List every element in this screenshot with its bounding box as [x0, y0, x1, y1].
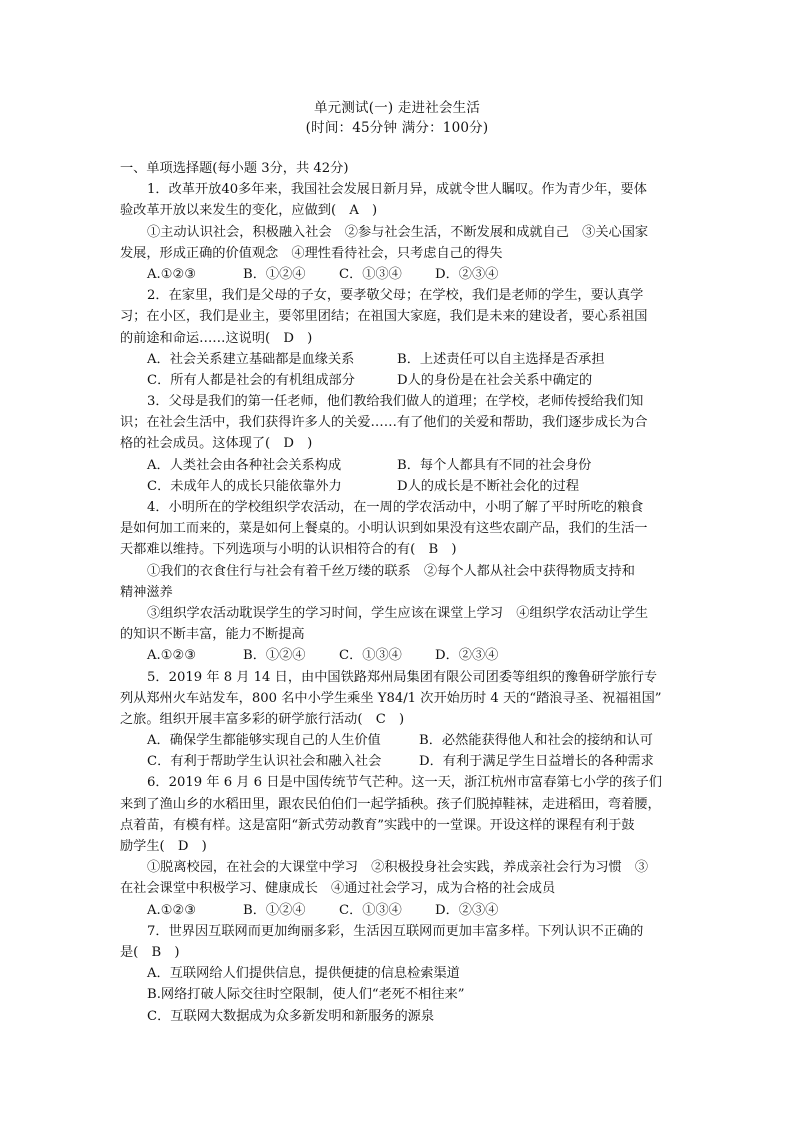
option-c: C．①③④ [339, 648, 402, 664]
question-6-line-6: 在社会课堂中积极学习、健康成长 ④通过社会学习，成为合格的社会成员 [120, 881, 556, 897]
option-a: A．人类社会由各种社会关系构成 [147, 457, 342, 473]
question-1-line-4: 发展，形成正确的价值观念 ④理性看待社会，只考虑自己的得失 [120, 245, 503, 261]
option-a: A.①②③ [147, 902, 197, 918]
option-a: A.①②③ [147, 648, 197, 664]
option-d: D．②③④ [435, 902, 499, 918]
question-3-line-2: 识；在社会生活中，我们获得许多人的关爱……有了他们的关爱和帮助，我们逐步成长为合 [120, 415, 648, 431]
option-b: B．①②④ [243, 648, 306, 664]
question-2-options-ab [120, 349, 676, 370]
question-6-line-4: 励学生( D ) [120, 839, 207, 854]
question-1-line-3: ①主动认识社会，积极融入社会 ②参与社会生活，不断发展和成就自己 ③关心国家 [147, 224, 649, 240]
option-d: D．②③④ [435, 648, 499, 664]
option-c: C．①③④ [339, 266, 402, 282]
question-7-line-2: 是( B ) [120, 944, 180, 960]
option-c: C．未成年人的成长只能依靠外力 [147, 478, 342, 494]
question-3-line-3: 格的社会成员。这体现了( D ) [120, 436, 313, 452]
question-6-line-3: 点着苗，有模有样。这是富阳“新式劳动教育”实践中的一堂课。开设这样的课程有利于鼓 [120, 817, 635, 833]
question-2-options-cd [120, 370, 676, 391]
option-b: B．每个人都具有不同的社会身份 [397, 457, 592, 473]
question-3-options-ab [120, 455, 676, 476]
question-7-option-a: A．互联网给人们提供信息，提供便捷的信息检索渠道 [147, 966, 460, 982]
option-a: A．确保学生都能够实现自己的人生价值 [147, 733, 381, 749]
question-3-line-1: 3．父母是我们的第一任老师，他们教给我们做人的道理；在学校，老师传授给我们知 [147, 394, 644, 410]
question-4-line-3: 天都难以维持。下列选项与小明的认识相符合的有( B ) [120, 542, 457, 558]
question-4-line-6: ③组织学农活动耽误学生的学习时间，学生应该在课堂上学习 ④组织学农活动让学生 [147, 605, 649, 621]
question-4-line-5: 精神滋养 [120, 584, 173, 600]
question-6-line-2: 来到了渔山乡的水稻田里，跟农民伯伯们一起学插秧。孩子们脱掉鞋袜，走进稻田，弯着腰， [120, 796, 661, 812]
option-a: A．社会关系建立基础都是血缘关系 [147, 351, 355, 367]
page-title: 单元测试(一) 走进社会生活 [313, 100, 481, 116]
question-4-line-7: 的知识不断丰富，能力不断提高 [120, 627, 305, 643]
question-5-line-1: 5．2019 年 8 月 14 日，由中国铁路郑州局集团有限公司团委等组织的豫鲁研学旅行专 [147, 669, 658, 685]
question-3-options-cd [120, 476, 676, 497]
option-a: A.①②③ [147, 266, 197, 282]
option-d: D．②③④ [435, 266, 499, 282]
question-6-line-5: ①脱离校园，在社会的大课堂中学习 ②积极投身社会实践，养成亲社会行为习惯 ③ [147, 860, 649, 876]
option-b: B．①②④ [243, 266, 306, 282]
question-1-options [120, 264, 676, 285]
question-1-line-1: 1．改革开放40多年来，我国社会发展日新月异，成就令世人瞩叹。作为青少年，要体 [147, 182, 647, 198]
page-subtitle: (时间：45分钟 满分：100分) [305, 120, 489, 136]
option-c: C．所有人都是社会的有机组成部分 [147, 372, 355, 388]
option-d: D人的成长是不断社会化的过程 [397, 478, 580, 494]
option-c: C．有利于帮助学生认识社会和融入社会 [147, 754, 382, 770]
option-c: C．①③④ [339, 902, 402, 918]
question-4-line-1: 4．小明所在的学校组织学农活动，在一周的学农活动中，小明了解了平时所吃的粮食 [147, 500, 644, 515]
option-d: D．有利于满足学生日益增长的各种需求 [419, 754, 654, 770]
question-5-line-3: 之旅。组织开展丰富多彩的研学旅行活动( C ) [120, 711, 405, 727]
question-5-line-2: 列从郑州火车站发车，800 名中小学生乘坐 Y84/1 次开始历时 4 天的“踏浪寻圣、祝福祖国” [120, 690, 662, 706]
question-content [120, 158, 676, 1027]
option-b: B．上述责任可以自主选择是否承担 [397, 351, 605, 367]
question-2-line-2: 习；在小区，我们是业主，要邻里团结；在祖国大家庭，我们是未来的建设者，要心系祖国 [120, 309, 648, 325]
question-5-options-ab [120, 730, 676, 751]
question-7-line-1: 7．世界因互联网而更加绚丽多彩，生活因互联网而更加丰富多样。下列认识不正确的 [147, 923, 644, 939]
question-7-option-b: B.网络打破人际交往时空限制，使人们“老死不相往来” [147, 987, 465, 1003]
option-d: D人的身份是在社会关系中确定的 [397, 372, 593, 388]
question-4-line-2: 是如何加工而来的，菜是如何上餐桌的。小明认识到如果没有这些农副产品，我们的生活一 [120, 521, 648, 537]
question-4-line-4: ①我们的衣食住行与社会有着千丝万缕的联系 ②每个人都从社会中获得物质支持和 [147, 563, 635, 579]
question-7-option-c: C．互联网大数据成为众多新发明和新服务的源泉 [147, 1008, 435, 1024]
question-6-line-1: 6．2019 年 6 月 6 日是中国传统节气芒种。这一天，浙江杭州市富春第七小学的孩子们 [147, 775, 662, 791]
option-b: B．必然能获得他人和社会的接纳和认可 [419, 733, 653, 749]
question-6-options [120, 900, 676, 921]
question-5-options-cd [120, 751, 676, 772]
question-2-line-1: 2．在家里，我们是父母的子女，要孝敬父母；在学校，我们是老师的学生，要认真学 [147, 288, 644, 304]
question-1-line-2: 验改革开放以来发生的变化，应做到( A ) [120, 203, 378, 219]
question-2-line-3: 的前途和命运……这说明( D ) [120, 330, 313, 346]
question-4-options [120, 645, 676, 666]
option-b: B．①②④ [243, 902, 306, 918]
section-heading: 一、单项选择题(每小题 3分，共 42分) [120, 161, 349, 176]
